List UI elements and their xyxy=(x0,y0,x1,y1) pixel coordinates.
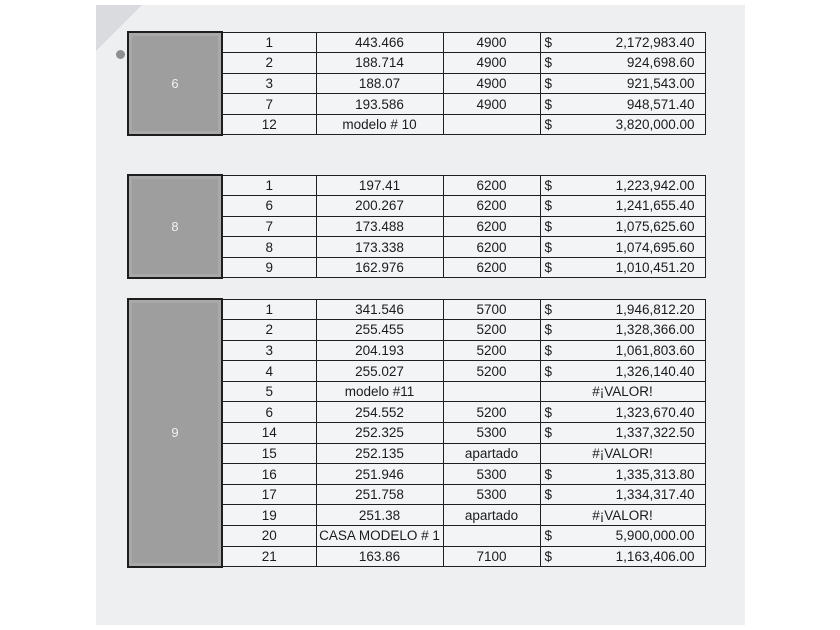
table-row xyxy=(128,175,705,196)
lot-number: 5 xyxy=(222,381,316,402)
price-per-unit xyxy=(443,526,540,547)
lot-number: 1 xyxy=(222,299,316,320)
lot-area: 255.027 xyxy=(316,361,443,382)
price-per-unit: 5200 xyxy=(443,320,540,341)
lot-total: 1,061,803.60 xyxy=(565,340,705,361)
lot-total: 921,543.00 xyxy=(565,73,705,94)
lot-number: 12 xyxy=(222,114,316,135)
lot-total: 1,075,625.60 xyxy=(565,216,705,237)
currency-symbol: $ xyxy=(540,175,565,196)
price-per-unit: 4900 xyxy=(443,53,540,74)
lot-area: CASA MODELO # 1 xyxy=(316,526,443,547)
currency-symbol: $ xyxy=(540,320,565,341)
price-per-unit: apartado xyxy=(443,505,540,526)
lot-total: 1,163,406.00 xyxy=(565,546,705,567)
price-per-unit: 5300 xyxy=(443,484,540,505)
currency-symbol: $ xyxy=(540,94,565,115)
group-label: 9 xyxy=(128,299,222,567)
price-per-unit: 5200 xyxy=(443,361,540,382)
lot-area: 251.758 xyxy=(316,484,443,505)
lot-total: 1,326,140.40 xyxy=(565,361,705,382)
lot-number: 21 xyxy=(222,546,316,567)
lot-area: 251.946 xyxy=(316,464,443,485)
lot-area: 252.135 xyxy=(316,443,443,464)
price-per-unit: 4900 xyxy=(443,94,540,115)
lot-area: 197.41 xyxy=(316,175,443,196)
lot-number: 1 xyxy=(222,32,316,53)
lot-area: 200.267 xyxy=(316,196,443,217)
lot-total: 5,900,000.00 xyxy=(565,526,705,547)
currency-symbol: $ xyxy=(540,237,565,258)
lot-area: 251.38 xyxy=(316,505,443,526)
lot-table-block-8 xyxy=(127,174,706,279)
currency-symbol: $ xyxy=(540,402,565,423)
price-per-unit: 5700 xyxy=(443,299,540,320)
lot-total: 1,328,366.00 xyxy=(565,320,705,341)
currency-symbol: $ xyxy=(540,484,565,505)
price-per-unit: 6200 xyxy=(443,216,540,237)
price-per-unit xyxy=(443,381,540,402)
lot-number: 16 xyxy=(222,464,316,485)
lot-total: 3,820,000.00 xyxy=(565,114,705,135)
lot-total-error: #¡VALOR! xyxy=(540,505,705,526)
lot-area: 188.714 xyxy=(316,53,443,74)
lot-table xyxy=(127,298,706,568)
lot-area: 162.976 xyxy=(316,257,443,278)
lot-number: 14 xyxy=(222,423,316,444)
currency-symbol: $ xyxy=(540,464,565,485)
lot-number: 6 xyxy=(222,402,316,423)
currency-symbol: $ xyxy=(540,53,565,74)
lot-area: 204.193 xyxy=(316,340,443,361)
lot-number: 1 xyxy=(222,175,316,196)
lot-area: 188.07 xyxy=(316,73,443,94)
lot-total: 1,335,313.80 xyxy=(565,464,705,485)
lot-area: 443.466 xyxy=(316,32,443,53)
price-per-unit: 4900 xyxy=(443,73,540,94)
lot-area: 254.552 xyxy=(316,402,443,423)
price-per-unit: 5300 xyxy=(443,464,540,485)
lot-number: 9 xyxy=(222,257,316,278)
price-per-unit: apartado xyxy=(443,443,540,464)
lot-area: 193.586 xyxy=(316,94,443,115)
lot-total: 1,946,812.20 xyxy=(565,299,705,320)
price-per-unit: 6200 xyxy=(443,257,540,278)
lot-total: 1,074,695.60 xyxy=(565,237,705,258)
lot-number: 3 xyxy=(222,73,316,94)
price-per-unit: 6200 xyxy=(443,175,540,196)
currency-symbol: $ xyxy=(540,114,565,135)
currency-symbol: $ xyxy=(540,216,565,237)
lot-number: 2 xyxy=(222,53,316,74)
price-per-unit: 6200 xyxy=(443,237,540,258)
lot-number: 4 xyxy=(222,361,316,382)
currency-symbol: $ xyxy=(540,423,565,444)
lot-area: modelo #11 xyxy=(316,381,443,402)
lot-number: 2 xyxy=(222,320,316,341)
currency-symbol: $ xyxy=(540,257,565,278)
lot-number: 6 xyxy=(222,196,316,217)
price-per-unit: 6200 xyxy=(443,196,540,217)
currency-symbol: $ xyxy=(540,32,565,53)
lot-table xyxy=(127,174,706,279)
lot-number: 8 xyxy=(222,237,316,258)
lot-number: 17 xyxy=(222,484,316,505)
price-per-unit xyxy=(443,114,540,135)
lot-total: 1,010,451.20 xyxy=(565,257,705,278)
price-per-unit: 4900 xyxy=(443,32,540,53)
price-per-unit: 7100 xyxy=(443,546,540,567)
table-row xyxy=(128,299,705,320)
lot-area: 173.338 xyxy=(316,237,443,258)
lot-table-block-6 xyxy=(127,31,706,136)
lot-area: 252.325 xyxy=(316,423,443,444)
currency-symbol: $ xyxy=(540,340,565,361)
currency-symbol: $ xyxy=(540,73,565,94)
lot-area: 341.546 xyxy=(316,299,443,320)
table-row xyxy=(128,32,705,53)
currency-symbol: $ xyxy=(540,526,565,547)
lot-number: 15 xyxy=(222,443,316,464)
lot-area: 163.86 xyxy=(316,546,443,567)
lot-area: 255.455 xyxy=(316,320,443,341)
lot-total: 1,337,322.50 xyxy=(565,423,705,444)
lot-total: 1,223,942.00 xyxy=(565,175,705,196)
lot-total: 1,334,317.40 xyxy=(565,484,705,505)
lot-total: 924,698.60 xyxy=(565,53,705,74)
currency-symbol: $ xyxy=(540,361,565,382)
lot-total: 1,241,655.40 xyxy=(565,196,705,217)
currency-symbol: $ xyxy=(540,546,565,567)
lot-number: 19 xyxy=(222,505,316,526)
price-per-unit: 5300 xyxy=(443,423,540,444)
price-per-unit: 5200 xyxy=(443,402,540,423)
price-per-unit: 5200 xyxy=(443,340,540,361)
punch-hole xyxy=(116,50,125,59)
group-label: 6 xyxy=(128,32,222,135)
currency-symbol: $ xyxy=(540,299,565,320)
lot-total-error: #¡VALOR! xyxy=(540,381,705,402)
currency-symbol: $ xyxy=(540,196,565,217)
lot-number: 3 xyxy=(222,340,316,361)
lot-area: modelo # 10 xyxy=(316,114,443,135)
lot-total: 1,323,670.40 xyxy=(565,402,705,423)
lot-table xyxy=(127,31,706,136)
lot-total-error: #¡VALOR! xyxy=(540,443,705,464)
lot-table-block-9 xyxy=(127,298,706,568)
lot-number: 7 xyxy=(222,94,316,115)
lot-total: 948,571.40 xyxy=(565,94,705,115)
lot-number: 20 xyxy=(222,526,316,547)
lot-number: 7 xyxy=(222,216,316,237)
lot-total: 2,172,983.40 xyxy=(565,32,705,53)
lot-area: 173.488 xyxy=(316,216,443,237)
group-label: 8 xyxy=(128,175,222,278)
